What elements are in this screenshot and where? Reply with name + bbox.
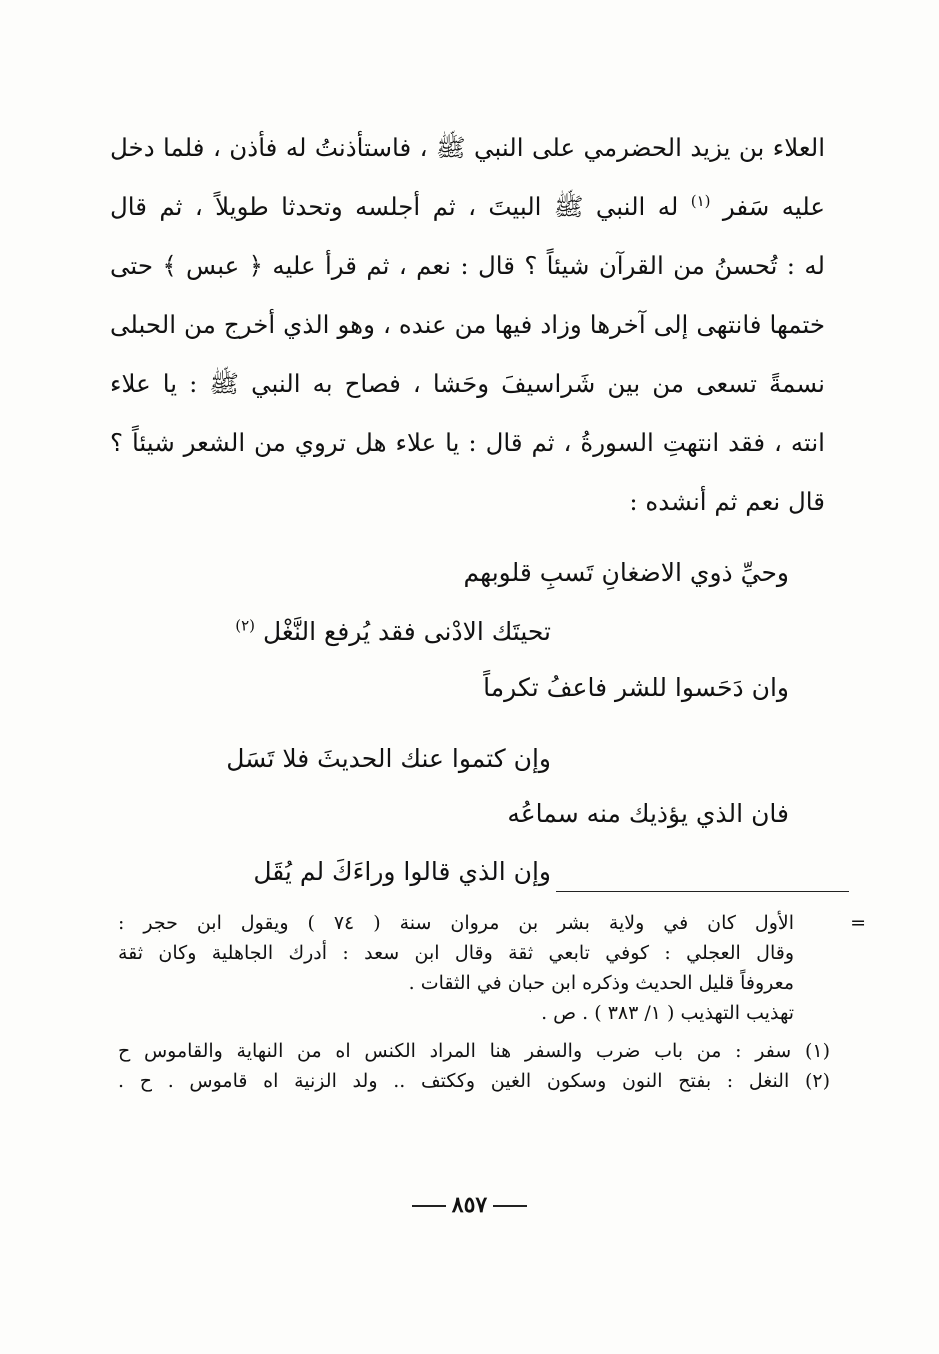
verse-4: وإن كتموا عنك الحديثَ فلا تَسَل (226, 744, 551, 773)
footnote-continuation-line-4: تهذيب التهذيب ( ١/ ٣٨٣ ) . ص . (541, 1002, 794, 1024)
footnote-1: (١) سفر : من باب ضرب والسفر هنا المراد الكنس اه من النهاية والقاموس ح (118, 1040, 830, 1062)
verse-3: وان دَحَسوا للشر فاعفُ تكرماً (483, 673, 789, 702)
page-number-value: ٨٥٧ (451, 1192, 488, 1218)
footnote-ref-2: (٢) (235, 616, 256, 635)
verse-1: وحيِّ ذوي الاضغانِ تَسبِ قلوبهم (463, 558, 789, 587)
body-line-2-end: له النبي ﷺ البيتَ ، ثم أجلسه وتحدثا طويلاً ، ثم قال (110, 192, 679, 221)
footnote-ref-1: (١) (690, 191, 711, 210)
body-line-2-start: عليه سَفر (722, 192, 825, 221)
footnote-continuation-line-1 (118, 908, 866, 938)
body-line-2 (110, 177, 825, 236)
footnote-separator (556, 891, 849, 892)
main-text (110, 118, 825, 531)
body-line-5: نسمةً تسعى من بين شَراسيفَ وحَشا ، فصاح به النبي ﷺ : يا علاء (110, 369, 825, 398)
page-number (0, 1192, 939, 1218)
footnote-2: (٢) النغل : بفتح النون وسكون الغين وككتف .. ولد الزنية اه قاموس . ح . (118, 1070, 830, 1092)
body-line-4: ختمها فانتهى إلى آخرها وزاد فيها من عنده ، وهو الذي أخرج من الحبلى (110, 310, 825, 339)
verse-6: وإن الذي قالوا وراءَكَ لم يُقَل (253, 857, 551, 886)
body-line-6: انته ، فقد انتهتِ السورةُ ، ثم قال : يا علاء هل تروي من الشعر شيئاً ؟ (110, 428, 825, 457)
body-line-1: العلاء بن يزيد الحضرمي على النبي ﷺ ، فاستأذنتُ له فأذن ، فلما دخل (110, 133, 825, 162)
verse-2 (235, 612, 551, 652)
page-number-dash-left (412, 1205, 446, 1207)
continuation-text-1: الأول كان في ولاية بشر بن مروان سنة ( ٧٤ ) ويقول ابن حجر : (118, 912, 794, 934)
verse-5: فان الذي يؤذيك منه سماعُه (507, 799, 789, 828)
body-line-7: قال نعم ثم أنشده : (629, 487, 825, 516)
footnotes (118, 908, 866, 1096)
continuation-mark: = (850, 912, 866, 934)
body-line-3: له : تُحسنُ من القرآن شيئاً ؟ قال : نعم ، ثم قرأ عليه ﴿ عبس ﴾ حتى (110, 251, 825, 280)
verse-2-text: تحيتَك الادْنى فقد يُرفع النَّغْل (262, 617, 551, 646)
footnote-continuation-line-3: معروفاً قليل الحديث وذكره ابن حبان في الثقات . (408, 972, 794, 994)
page-number-dash-right (493, 1205, 527, 1207)
footnote-continuation-line-2: وقال العجلي : كوفي تابعي ثقة وقال ابن سعد : أدرك الجاهلية وكان ثقة (118, 942, 794, 964)
